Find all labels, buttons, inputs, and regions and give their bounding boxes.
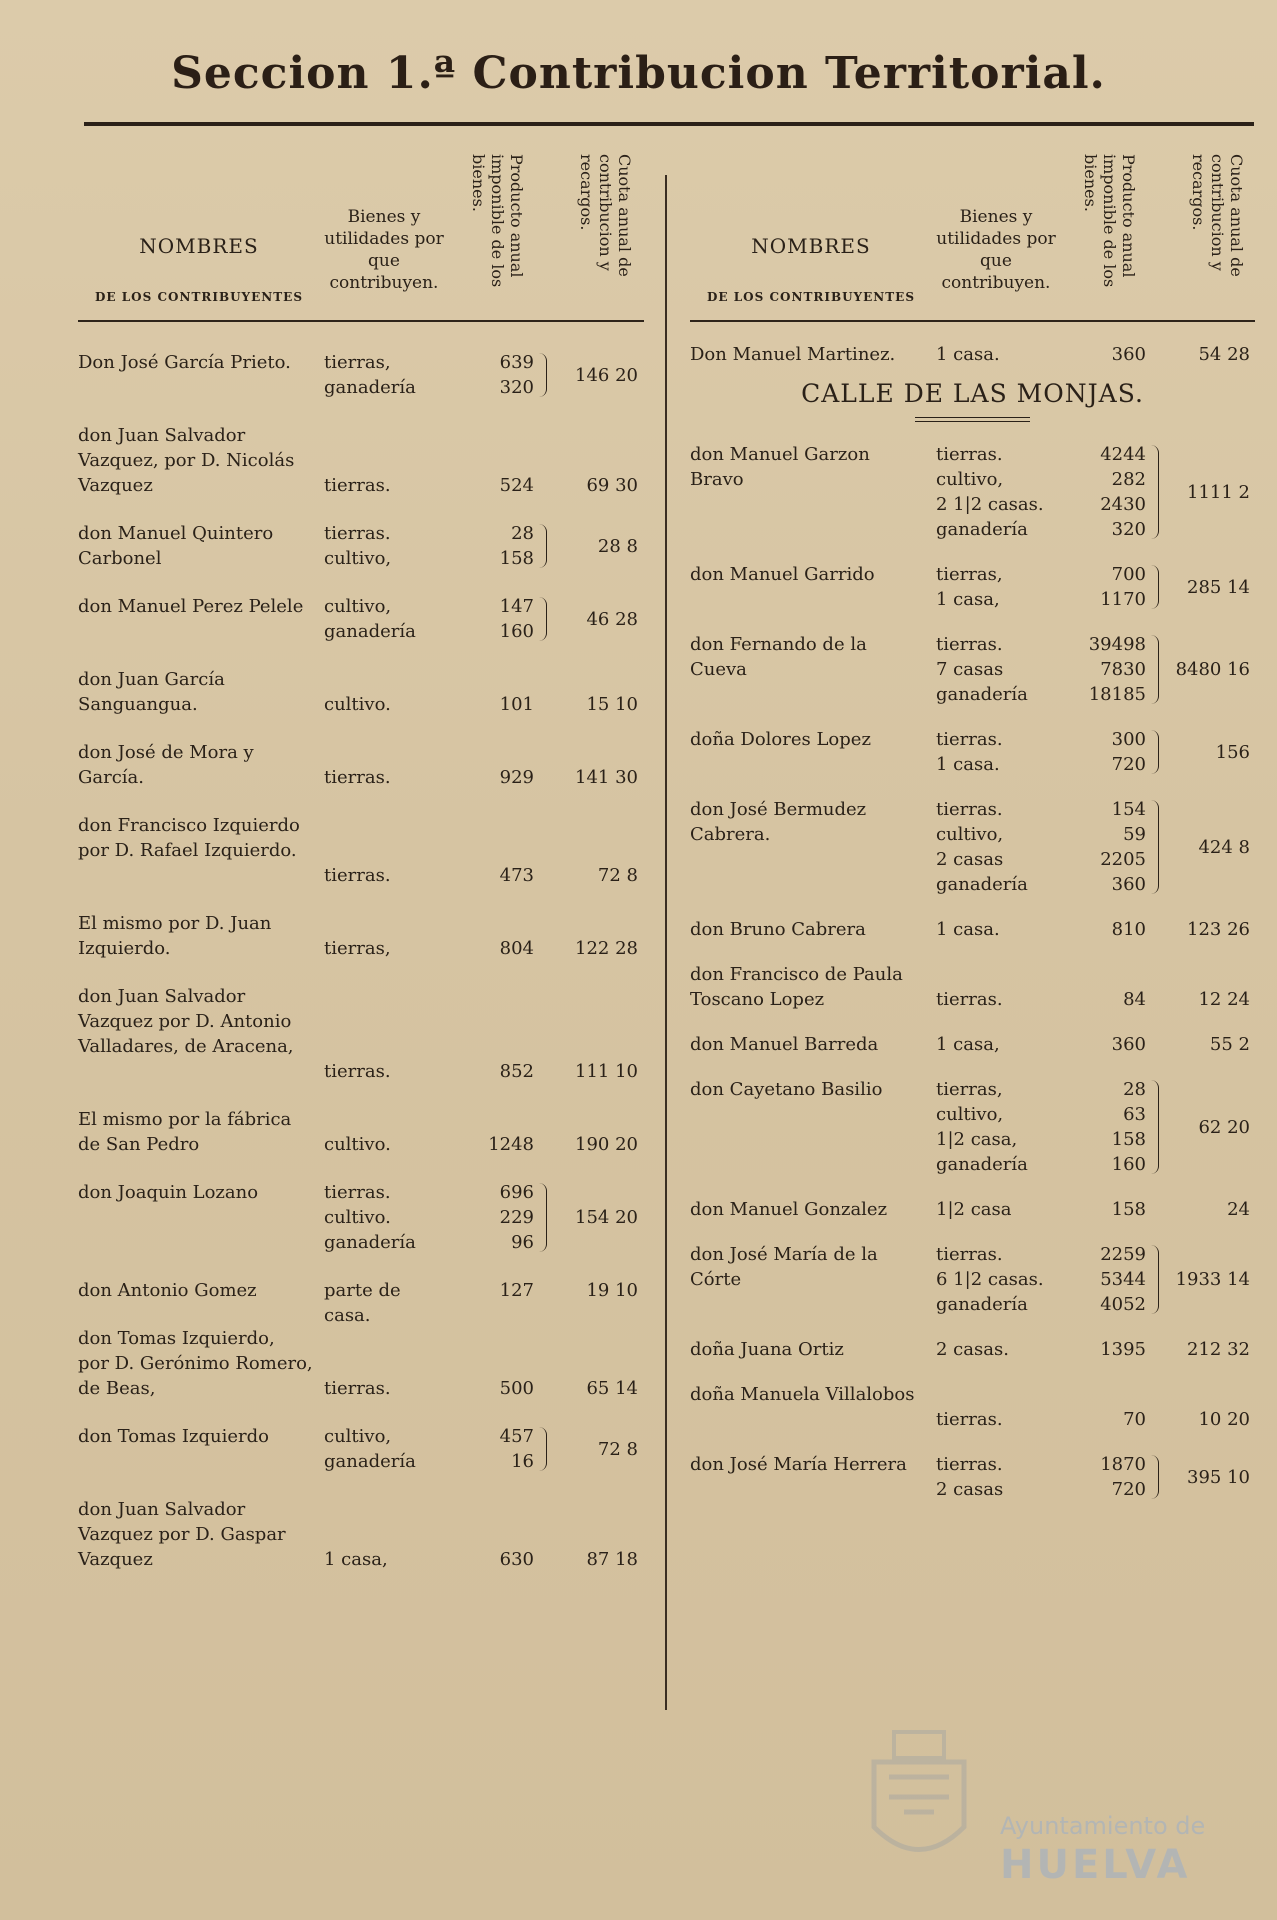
annual-quota: 123 26	[1187, 919, 1250, 940]
property-description: tierras. cultivo,	[324, 523, 392, 569]
annual-quota: 72 8	[597, 1438, 638, 1460]
taxpayer-name: El mismo por la fábrica de San Pedro	[78, 1109, 292, 1155]
header-producto: Producto anual imponible de los bienes.	[469, 154, 526, 288]
taxpayer-name: doña Juana Ortiz	[690, 1339, 844, 1360]
annual-quota: 8480 16	[1175, 659, 1250, 680]
brace-mark	[536, 353, 547, 397]
taxpayer-name: Don José García Prieto.	[78, 352, 291, 373]
annual-quota: 46 28	[586, 608, 638, 630]
header-cuota: Cuota anual de contribucion y recargos.	[1189, 154, 1246, 277]
annual-quota: 72 8	[597, 865, 638, 886]
header-bienes: Bienes y utilidades por que contribuyen.	[324, 207, 444, 293]
annual-product: 810	[1111, 919, 1146, 940]
annual-product: 524	[499, 475, 534, 496]
property-description: tierras, 1 casa,	[936, 564, 1003, 610]
annual-product: 39498 7830 18185	[1088, 634, 1146, 705]
annual-quota: 62 20	[1198, 1116, 1250, 1138]
table-row	[690, 1452, 1255, 1502]
annual-quota: 1111 2	[1187, 481, 1250, 503]
annual-quota: 424 8	[1198, 836, 1250, 858]
annual-product: 500	[499, 1378, 534, 1399]
annual-quota: 69 30	[586, 475, 638, 496]
annual-quota: 141 30	[575, 767, 638, 788]
header-names-sub: DE LOS CONTRIBUYENTES	[707, 290, 915, 304]
title-rule	[84, 122, 1254, 126]
taxpayer-name: don Juan Salvador Vazquez por D. Gaspar Vazquez	[78, 1499, 286, 1570]
annual-product: 1395	[1100, 1339, 1146, 1360]
table-row	[690, 1242, 1255, 1317]
table-row	[690, 442, 1255, 542]
taxpayer-name: don Juan Salvador Vazquez por D. Antonio Valladares, de Aracena,	[78, 986, 294, 1057]
property-description: parte de casa.	[324, 1280, 401, 1326]
column-separator	[665, 175, 667, 1710]
taxpayer-name: don Francisco Izquierdo por D. Rafael Izquierdo.	[78, 815, 300, 861]
table-row	[690, 632, 1255, 707]
taxpayer-name: don Joaquin Lozano	[78, 1182, 259, 1203]
annual-product: 158	[1111, 1199, 1146, 1220]
header-names-sub: DE LOS CONTRIBUYENTES	[95, 290, 303, 304]
taxpayer-name: don Francisco de Paula Toscano Lopez	[690, 964, 903, 1010]
table-row	[690, 797, 1255, 897]
property-description: tierras. cultivo, 2 casas ganadería	[936, 799, 1028, 895]
right-table-header	[690, 140, 1255, 322]
taxpayer-name: don Cayetano Basilio	[690, 1079, 883, 1100]
table-row	[690, 562, 1255, 612]
brace-mark	[1148, 1455, 1159, 1499]
annual-product: 154 59 2205 360	[1100, 799, 1146, 895]
table-row	[78, 423, 643, 498]
property-description: tierras,	[324, 938, 391, 959]
taxpayer-name: don José Bermudez Cabrera.	[690, 799, 867, 845]
annual-product: 696 229 96	[499, 1182, 534, 1253]
brace-mark	[1148, 1080, 1159, 1174]
taxpayer-name: don Juan García Sanguangua.	[78, 669, 225, 715]
property-description: tierras.	[936, 1409, 1003, 1430]
annual-product: 28 63 158 160	[1111, 1079, 1146, 1175]
table-row	[78, 667, 643, 717]
watermark	[1000, 1812, 1205, 1888]
table-row	[690, 962, 1255, 1012]
annual-product: 84	[1123, 989, 1146, 1010]
table-row	[78, 1497, 643, 1572]
annual-quota: 10 20	[1198, 1409, 1250, 1430]
table-row	[78, 1278, 643, 1326]
property-description: cultivo.	[324, 694, 391, 715]
property-description: tierras. 6 1|2 casas. ganadería	[936, 1244, 1044, 1315]
taxpayer-name: doña Dolores Lopez	[690, 729, 871, 750]
table-row	[78, 984, 643, 1084]
taxpayer-name: don Manuel Barreda	[690, 1034, 879, 1055]
table-row	[690, 727, 1255, 777]
property-description: 1 casa.	[936, 344, 1000, 365]
watermark-line2: HUELVA	[1000, 1842, 1191, 1888]
table-row	[690, 1337, 1255, 1362]
street-rule	[915, 417, 1030, 422]
property-description: tierras.	[324, 767, 391, 788]
annual-product: 2259 5344 4052	[1100, 1244, 1146, 1315]
annual-product: 852	[499, 1061, 534, 1082]
taxpayer-name: doña Manuela Villalobos	[690, 1384, 915, 1405]
annual-product: 147 160	[499, 596, 534, 642]
property-description: tierras.	[324, 1061, 391, 1082]
taxpayer-name: don Fernando de la Cueva	[690, 634, 867, 680]
annual-product: 28 158	[499, 523, 534, 569]
table-row	[78, 1424, 643, 1474]
header-bienes: Bienes y utilidades por que contribuyen.	[936, 207, 1056, 293]
table-row	[690, 1197, 1255, 1222]
brace-mark	[1148, 730, 1159, 774]
property-description: 1 casa,	[324, 1549, 388, 1570]
taxpayer-name: El mismo por D. Juan Izquierdo.	[78, 913, 272, 959]
annual-product: 457 16	[499, 1426, 534, 1472]
table-row	[78, 740, 643, 790]
brace-mark	[536, 597, 547, 641]
annual-quota: 156	[1215, 741, 1250, 763]
annual-product: 804	[499, 938, 534, 959]
brace-mark	[1148, 635, 1159, 704]
annual-quota: 395 10	[1187, 1466, 1250, 1488]
property-description: 1 casa.	[936, 919, 1000, 940]
annual-quota: 55 2	[1209, 1034, 1250, 1055]
brace-mark	[536, 1427, 547, 1471]
annual-quota: 111 10	[575, 1061, 638, 1082]
brace-mark	[536, 524, 547, 568]
property-description: tierras.	[936, 989, 1003, 1010]
property-description: 2 casas.	[936, 1339, 1009, 1360]
property-description: tierras. cultivo, 2 1|2 casas. ganadería	[936, 444, 1044, 540]
annual-product: 360	[1111, 1034, 1146, 1055]
property-description: tierras.	[324, 1378, 391, 1399]
annual-quota: 212 32	[1187, 1339, 1250, 1360]
taxpayer-name: don Manuel Garrido	[690, 564, 875, 585]
brace-mark	[1148, 445, 1159, 539]
annual-product: 127	[499, 1280, 534, 1301]
annual-quota: 19 10	[586, 1280, 638, 1301]
table-row	[78, 1180, 643, 1255]
property-description: tierras. cultivo. ganadería	[324, 1182, 416, 1253]
property-description: tierras.	[324, 475, 391, 496]
property-description: tierras, ganadería	[324, 352, 416, 398]
property-description: tierras. 7 casas ganadería	[936, 634, 1028, 705]
right-table-body	[690, 322, 1255, 1822]
annual-quota: 24	[1227, 1199, 1250, 1220]
left-table-header	[78, 140, 644, 322]
annual-quota: 146 20	[575, 364, 638, 386]
annual-product: 473	[499, 865, 534, 886]
annual-product: 1248	[488, 1134, 534, 1155]
annual-product: 101	[499, 694, 534, 715]
taxpayer-name: don Manuel Garzon Bravo	[690, 444, 870, 490]
annual-quota: 12 24	[1198, 989, 1250, 1010]
taxpayer-name: don Juan Salvador Vazquez, por D. Nicolás Vazquez	[78, 425, 295, 496]
brace-mark	[1148, 1245, 1159, 1314]
taxpayer-name: don Manuel Quintero Carbonel	[78, 523, 274, 569]
header-producto: Producto anual imponible de los bienes.	[1081, 154, 1138, 288]
annual-quota: 285 14	[1187, 576, 1250, 598]
property-description: cultivo, ganadería	[324, 1426, 416, 1472]
taxpayer-name: don José María de la Córte	[690, 1244, 878, 1290]
taxpayer-name: don José de Mora y García.	[78, 742, 254, 788]
header-names: NOMBRES	[751, 234, 871, 258]
page-title: Seccion 1.ª Contribucion Territorial.	[171, 48, 1106, 99]
taxpayer-name: don Bruno Cabrera	[690, 919, 866, 940]
street-heading: CALLE DE LAS MONJAS.	[801, 379, 1144, 408]
taxpayer-name: don José María Herrera	[690, 1454, 907, 1475]
taxpayer-name: don Manuel Gonzalez	[690, 1199, 888, 1220]
property-description: tierras, cultivo, 1|2 casa, ganadería	[936, 1079, 1028, 1175]
table-row	[690, 1077, 1255, 1177]
annual-quota: 87 18	[586, 1549, 638, 1570]
property-description: cultivo, ganadería	[324, 596, 416, 642]
annual-quota: 54 28	[1198, 344, 1250, 365]
taxpayer-name: Don Manuel Martinez.	[690, 344, 896, 365]
table-row	[690, 1382, 1255, 1432]
table-row	[690, 342, 1255, 367]
table-row	[78, 911, 643, 961]
table-row	[78, 813, 643, 888]
annual-product: 70	[1123, 1409, 1146, 1430]
property-description: 1 casa,	[936, 1034, 1000, 1055]
table-row	[78, 521, 643, 571]
property-description: tierras. 2 casas	[936, 1454, 1004, 1500]
header-cuota: Cuota anual de contribucion y recargos.	[577, 154, 634, 277]
property-description: cultivo.	[324, 1134, 391, 1155]
annual-product: 639 320	[499, 352, 534, 398]
property-description: tierras. 1 casa.	[936, 729, 1003, 775]
annual-quota: 15 10	[586, 694, 638, 715]
annual-quota: 1933 14	[1175, 1269, 1250, 1290]
table-row	[78, 594, 643, 644]
brace-mark	[536, 1183, 547, 1252]
table-row	[78, 350, 643, 400]
left-table	[78, 140, 644, 1822]
table-row	[690, 1032, 1255, 1057]
table-row	[78, 1107, 643, 1157]
annual-quota: 28 8	[597, 535, 638, 557]
brace-mark	[1148, 565, 1159, 609]
right-table	[690, 140, 1255, 1822]
annual-product: 360	[1111, 344, 1146, 365]
annual-quota: 65 14	[586, 1378, 638, 1399]
annual-quota: 154 20	[575, 1207, 638, 1228]
property-description: 1|2 casa	[936, 1199, 1012, 1220]
taxpayer-name: don Manuel Perez Pelele	[78, 596, 304, 617]
left-table-body	[78, 322, 644, 1822]
annual-product: 929	[499, 767, 534, 788]
annual-product: 700 1170	[1100, 564, 1146, 610]
taxpayer-name: don Tomas Izquierdo	[78, 1426, 269, 1447]
annual-product: 4244 282 2430 320	[1100, 444, 1146, 540]
table-row	[690, 917, 1255, 942]
taxpayer-name: don Antonio Gomez	[78, 1280, 257, 1301]
city-seal-icon	[864, 1722, 974, 1872]
annual-product: 1870 720	[1100, 1454, 1146, 1500]
watermark-line1: Ayuntamiento de	[1000, 1812, 1206, 1840]
annual-quota: 122 28	[575, 938, 638, 959]
annual-product: 300 720	[1111, 729, 1146, 775]
taxpayer-name: don Tomas Izquierdo, por D. Gerónimo Romero, de Beas,	[78, 1328, 313, 1399]
property-description: tierras.	[324, 865, 391, 886]
table-row	[78, 1326, 643, 1401]
annual-quota: 190 20	[575, 1134, 638, 1155]
header-names: NOMBRES	[139, 234, 259, 258]
annual-product: 630	[499, 1549, 534, 1570]
brace-mark	[1148, 800, 1159, 894]
